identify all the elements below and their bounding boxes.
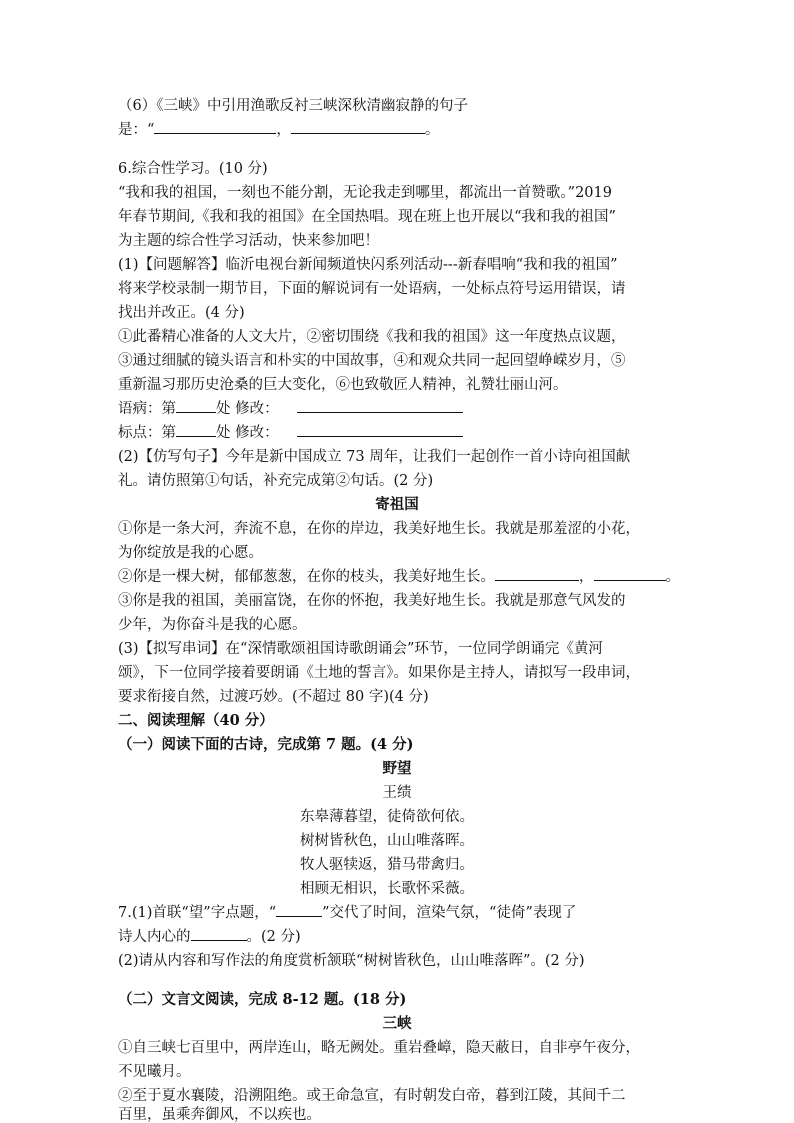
q6-part1-line: 将来学校录制一期节目，下面的解说词有一处语病，一处标点符号运用错误，请 xyxy=(118,281,626,297)
poem-title: 寄祖国 xyxy=(375,496,419,513)
correction-blank[interactable] xyxy=(297,397,463,413)
prose-line: 不见曦月。 xyxy=(118,1064,191,1080)
q7-part1-line xyxy=(118,901,576,925)
punctuation-fill-line xyxy=(118,421,463,445)
answer-end: 。 xyxy=(424,122,440,138)
poem-line: 少年，为你奋斗是我的心愿。 xyxy=(118,617,307,633)
fill-label: 语病：第 xyxy=(118,401,176,417)
fill-label: 处 修改： xyxy=(216,425,279,441)
poem-blank-1[interactable] xyxy=(495,565,579,581)
section-heading: 二、阅读理解（40 分） xyxy=(118,712,274,729)
poem-line: ③你是我的祖国，美丽富饶，在你的怀抱，我美好地生长。我就是那意气风发的 xyxy=(118,593,626,609)
q6-intro-line: “我和我的祖国，一刻也不能分割，无论我走到哪里，都流出一首赞歌。”2019 xyxy=(118,185,612,201)
q7-blank-2[interactable] xyxy=(191,925,247,941)
q6-part3-line: 颂》，下一位同学接着要朗诵《土地的誓言》。如果你是主持人，请拟写一段串词， xyxy=(118,665,640,681)
passage-line: 重新温习那历史沧桑的巨大变化，⑥也致敬匠人精神，礼赞壮丽山河。 xyxy=(118,377,568,393)
fill-label: 处 修改： xyxy=(216,401,279,417)
position-blank[interactable] xyxy=(176,397,216,413)
fill-label: 标点：第 xyxy=(118,425,176,441)
correction-blank[interactable] xyxy=(297,421,463,437)
poem-line: 牧人驱犊返，猎马带禽归。 xyxy=(300,857,474,873)
q6-sub6-prompt: （6）《三峡》中引用渔歌反衬三峡深秋清幽寂静的句子 xyxy=(118,98,468,114)
passage-line: ①此番精心准备的人文大片，②密切围绕《我和我的祖国》这一年度热点议题， xyxy=(118,329,626,345)
q6-intro-line: 年春节期间,《我和我的祖国》在全国热唱。现在班上也开展以“我和我的祖国” xyxy=(118,209,616,225)
prose-title: 三峡 xyxy=(382,1015,412,1032)
q6-part1-line: (1)【问题解答】临沂电视台新闻频道快闪系列活动---新春唱响“我和我的祖国” xyxy=(118,257,618,273)
subsection-heading: （一）阅读下面的古诗，完成第 7 题。(4 分) xyxy=(118,736,414,753)
poem-blank-2[interactable] xyxy=(594,565,666,581)
q7-blank-1[interactable] xyxy=(276,901,322,917)
q6-part2-line: 礼。请仿照第①句话，补充完成第②句话。(2 分) xyxy=(118,473,434,489)
passage-line: ③通过细腻的镜头语言和朴实的中国故事，④和观众共同一起回望峥嵘岁月，⑤ xyxy=(118,353,626,369)
prose-line: ②至于夏水襄陵，沿溯阻绝。或王命急宣，有时朝发白帝，暮到江陵，其间千二 xyxy=(118,1088,626,1104)
poem-line: 东皋薄暮望，徒倚欲何依。 xyxy=(300,809,474,825)
poem-line: 树树皆秋色，山山唯落晖。 xyxy=(300,833,474,849)
poem-line: ①你是一条大河，奔流不息，在你的岸边，我美好地生长。我就是那羞涩的小花， xyxy=(118,521,640,537)
poem-line-text: ②你是一棵大树，郁郁葱葱，在你的枝头，我美好地生长。 xyxy=(118,569,495,585)
q7-text: 诗人内心的 xyxy=(118,929,191,945)
q7-part1-line xyxy=(118,925,301,949)
q7-text: ”交代了时间，渲染气氛，“徒倚”表现了 xyxy=(322,905,577,921)
q6-part1-line: 找出并改正。(4 分) xyxy=(118,305,245,321)
poem-end: 。 xyxy=(665,569,680,585)
poem-author: 王绩 xyxy=(382,785,412,801)
answer-blank-1[interactable] xyxy=(154,118,276,134)
subsection-heading: （二）文言文阅读，完成 8-12 题。(18 分) xyxy=(118,991,407,1008)
q6-part3-line: (3)【拟写串词】在“深情歌颂祖国诗歌朗诵会”环节，一位同学朗诵完《黄河 xyxy=(118,641,603,657)
q7-text: 7.(1)首联“望”字点题，“ xyxy=(118,905,277,921)
q6-heading: 6.综合性学习。(10 分) xyxy=(118,161,268,177)
q7-part2-line: (2)请从内容和写作法的角度赏析颔联“树树皆秋色，山山唯落晖”。(2 分) xyxy=(118,953,585,969)
grammar-error-fill-line xyxy=(118,397,463,421)
q6-intro-line: 为主题的综合性学习活动，快来参加吧！ xyxy=(118,233,379,249)
poem-fill-line xyxy=(118,565,680,589)
prose-line: 百里，虽乘奔御风，不以疾也。 xyxy=(118,1107,321,1123)
answer-prefix: 是：“ xyxy=(118,122,155,138)
q7-text: 。(2 分) xyxy=(246,929,301,945)
q6-part3-line: 要求衔接自然，过渡巧妙。(不超过 80 字)(4 分) xyxy=(118,689,429,705)
prose-line: ①自三峡七百里中，两岸连山，略无阙处。重岩叠嶂，隐天蔽日，自非亭午夜分， xyxy=(118,1040,640,1056)
answer-sep: ， xyxy=(276,122,291,138)
poem-title: 野望 xyxy=(382,760,412,777)
answer-blank-2[interactable] xyxy=(291,118,425,134)
q6-sub6-answer-line xyxy=(118,118,439,142)
q6-part2-line: (2)【仿写句子】今年是新中国成立 73 周年，让我们一起创作一首小诗向祖国献 xyxy=(118,449,631,465)
poem-line: 为你绽放是我的心愿。 xyxy=(118,545,263,561)
position-blank[interactable] xyxy=(176,421,216,437)
poem-sep: ， xyxy=(579,569,594,585)
poem-line: 相顾无相识，长歌怀采薇。 xyxy=(300,881,474,897)
